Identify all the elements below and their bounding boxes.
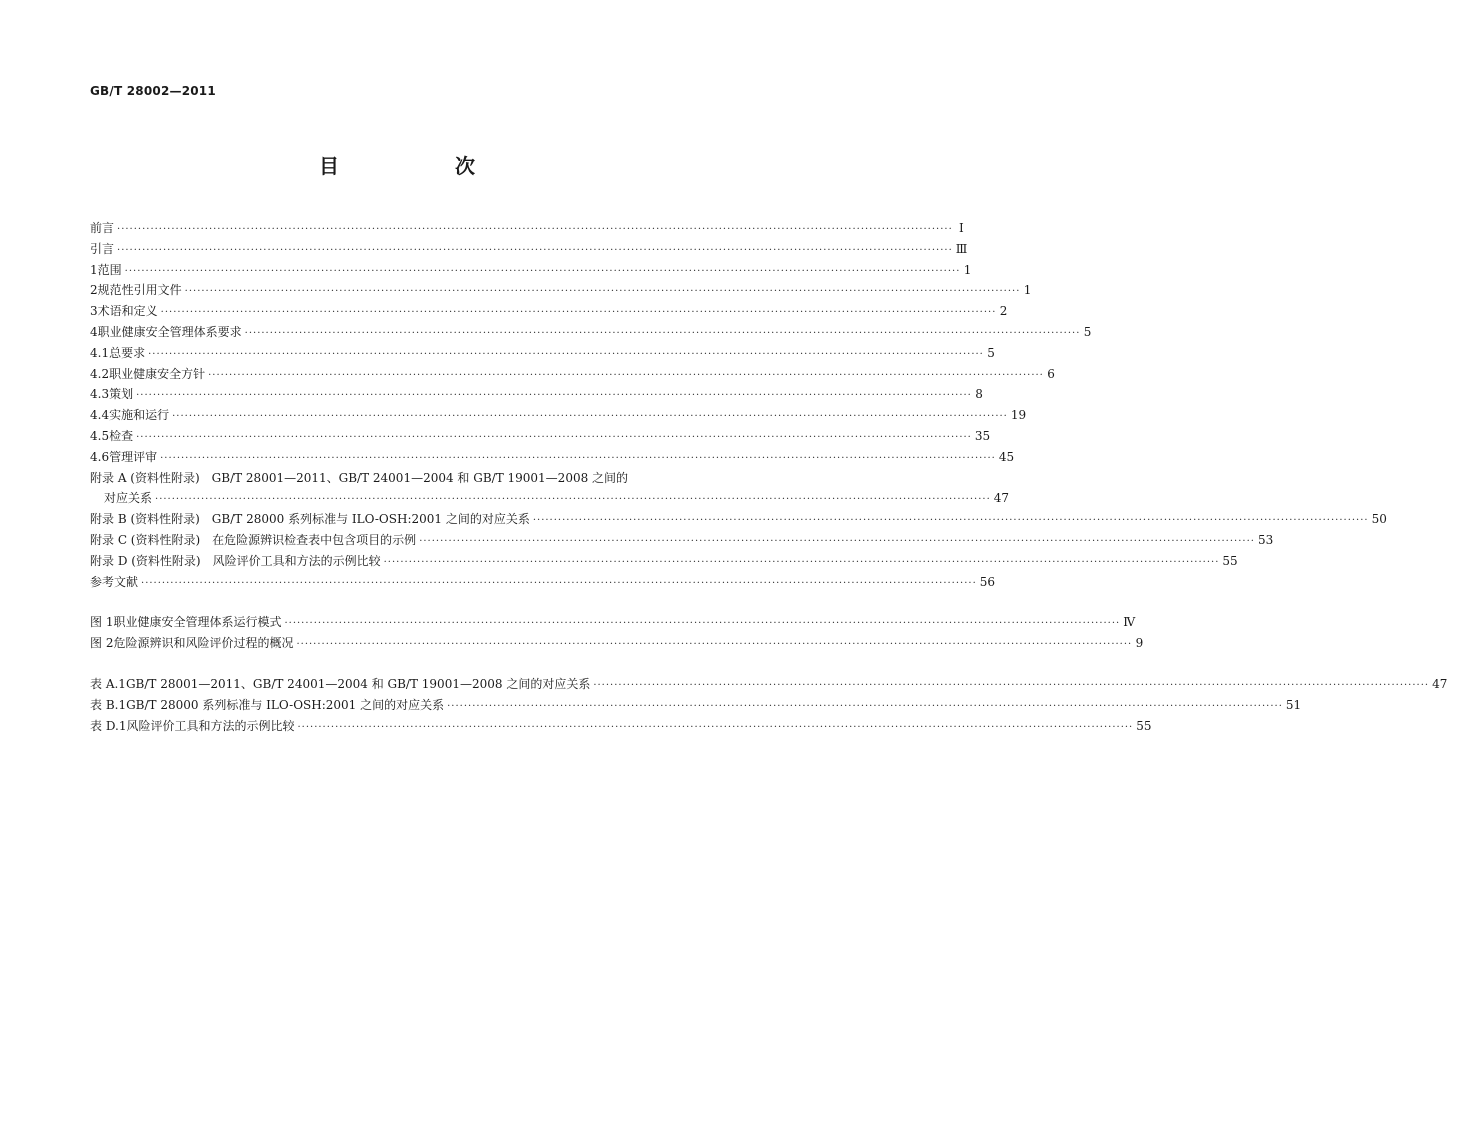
toc-leader-dots: ········································································································································································································ bbox=[117, 244, 953, 256]
toc-leader-dots: ········································································································································································································ bbox=[284, 618, 1121, 630]
toc-tables-group bbox=[90, 674, 1448, 736]
toc-leader-dots: ········································································································································································································ bbox=[160, 307, 997, 319]
toc-entry-title: 策划 bbox=[109, 387, 134, 402]
standard-code: GB/T 28002—2011 bbox=[90, 84, 216, 98]
toc-entry-title: 引言 bbox=[90, 241, 115, 256]
toc-entry-page: 5 bbox=[987, 345, 995, 360]
toc-entry-page: 8 bbox=[975, 387, 983, 402]
toc-entry-number: 2 bbox=[90, 283, 98, 298]
toc-entry-page: Ⅰ bbox=[959, 221, 964, 235]
toc-entry[interactable] bbox=[90, 633, 1144, 654]
toc-entry-number: 4.1 bbox=[90, 345, 110, 360]
toc-leader-dots: ········································································································································································································ bbox=[155, 494, 991, 506]
toc-entry[interactable] bbox=[90, 447, 1015, 468]
toc-entry-title: 危险源辨识和风险评价过程的概况 bbox=[113, 636, 294, 651]
toc-entry-page: 2 bbox=[999, 304, 1008, 319]
toc-entry-title: 风险评价工具和方法的示例比较 bbox=[126, 718, 295, 733]
toc-entry-title: 对应关系 bbox=[104, 491, 153, 506]
toc-entry-title: 附录 A (资料性附录) GB/T 28001—2011、GB/T 24001—2004 和 GB/T 19001—2008 之间的 bbox=[90, 470, 629, 485]
toc-entry-title: GB/T 28001—2011、GB/T 24001—2004 和 GB/T 19001—2008 之间的对应关系 bbox=[125, 676, 591, 691]
toc-main-group bbox=[90, 218, 1387, 592]
toc-entry-title: 前言 bbox=[90, 221, 115, 235]
toc-entry-page: 1 bbox=[963, 262, 972, 277]
toc-entry-page: 56 bbox=[979, 574, 996, 589]
toc-entry[interactable] bbox=[90, 301, 1008, 322]
toc-leader-dots: ········································································································································································································ bbox=[172, 411, 1008, 423]
toc-entry-page: 35 bbox=[974, 428, 991, 443]
toc-leader-dots: ········································································································································································································ bbox=[383, 556, 1220, 568]
toc-entry[interactable] bbox=[90, 426, 991, 447]
toc-leader-dots: ········································································································································································································ bbox=[532, 515, 1369, 527]
toc-entry-number: 4.3 bbox=[90, 387, 110, 402]
toc-entry-number: 表 D.1 bbox=[90, 718, 127, 733]
toc-entry-page: 19 bbox=[1010, 408, 1027, 423]
toc-leader-dots: ········································································································································································································ bbox=[124, 265, 961, 277]
toc-entry[interactable] bbox=[90, 218, 964, 239]
toc-entry-page: 53 bbox=[1257, 532, 1274, 547]
toc-entry-title: 职业健康安全方针 bbox=[109, 366, 206, 381]
toc-figures-group bbox=[90, 612, 1144, 654]
toc-leader-dots: ········································································································································································································ bbox=[160, 452, 996, 464]
toc-entry-page: 5 bbox=[1083, 324, 1092, 339]
toc-entry[interactable] bbox=[90, 612, 1136, 633]
toc-leader-dots: ········································································································································································································ bbox=[447, 700, 1283, 712]
toc-entry-number: 1 bbox=[90, 262, 98, 277]
toc-entry-title: 实施和运行 bbox=[109, 408, 170, 423]
toc-entry[interactable] bbox=[90, 551, 1238, 572]
toc-leader-dots: ········································································································································································································ bbox=[148, 348, 984, 360]
toc-heading: 目 次 bbox=[319, 154, 523, 178]
toc-entry-title: 术语和定义 bbox=[97, 304, 158, 319]
toc-entry-page: 50 bbox=[1371, 512, 1387, 527]
toc-entry[interactable] bbox=[90, 509, 1387, 530]
toc-entry[interactable] bbox=[90, 364, 1055, 385]
toc-entry-number: 3 bbox=[90, 304, 98, 319]
toc-leader-dots: ········································································································································································································ bbox=[141, 577, 977, 589]
toc-entry-number: 4.5 bbox=[90, 428, 110, 443]
toc-entry[interactable] bbox=[90, 260, 972, 281]
toc-entry-page: 1 bbox=[1023, 283, 1032, 298]
table-of-contents bbox=[90, 218, 1448, 736]
toc-entry-number: 表 B.1 bbox=[90, 697, 127, 712]
toc-entry-title: 参考文献 bbox=[90, 574, 139, 589]
toc-entry-page: 9 bbox=[1135, 636, 1144, 651]
toc-entry-number: 4.2 bbox=[90, 366, 110, 381]
toc-entry[interactable] bbox=[90, 322, 1092, 343]
toc-entry-page: 47 bbox=[993, 491, 1010, 506]
toc-entry[interactable] bbox=[90, 384, 983, 405]
toc-entry-number: 图 1 bbox=[90, 615, 114, 630]
toc-entry[interactable] bbox=[90, 343, 995, 364]
toc-entry-page: 45 bbox=[998, 449, 1015, 464]
toc-leader-dots: ········································································································································································································ bbox=[244, 327, 1081, 339]
toc-entry-page: 55 bbox=[1136, 718, 1152, 733]
toc-leader-dots: ········································································································································································································ bbox=[419, 535, 1255, 547]
toc-entry-title: GB/T 28000 系列标准与 ILO-OSH:2001 之间的对应关系 bbox=[126, 697, 445, 712]
toc-entry[interactable] bbox=[90, 405, 1027, 426]
toc-entry-page: 6 bbox=[1047, 366, 1055, 381]
toc-entry[interactable] bbox=[90, 468, 704, 489]
toc-entry-number: 图 2 bbox=[90, 636, 114, 651]
toc-leader-dots: ········································································································································································································ bbox=[593, 679, 1430, 691]
toc-entry-number: 4.4 bbox=[90, 408, 110, 423]
toc-entry[interactable] bbox=[90, 716, 1152, 737]
toc-entry-title: 总要求 bbox=[109, 345, 146, 360]
toc-leader-dots: ········································································································································································································ bbox=[297, 721, 1134, 733]
toc-entry-page: 47 bbox=[1432, 676, 1448, 691]
toc-leader-dots: ········································································································································································································ bbox=[117, 224, 953, 235]
toc-entry-title: 附录 D (资料性附录) 风险评价工具和方法的示例比较 bbox=[90, 553, 381, 568]
toc-entry[interactable] bbox=[90, 695, 1302, 716]
toc-leader-dots: ········································································································································································································ bbox=[208, 369, 1044, 381]
toc-entry-title: 管理评审 bbox=[109, 449, 158, 464]
toc-entry-page: Ⅲ bbox=[955, 241, 968, 256]
toc-entry-title: 职业健康安全管理体系运行模式 bbox=[113, 615, 282, 630]
toc-entry-title: 范围 bbox=[97, 262, 122, 277]
toc-entry-title: 职业健康安全管理体系要求 bbox=[97, 324, 242, 339]
toc-leader-dots: ········································································································································································································ bbox=[136, 390, 972, 402]
toc-entry-page: 55 bbox=[1222, 553, 1238, 568]
toc-entry[interactable] bbox=[90, 280, 1032, 301]
toc-entry-title: 检查 bbox=[109, 428, 134, 443]
toc-entry-number: 表 A.1 bbox=[90, 676, 126, 691]
toc-entry-page: Ⅳ bbox=[1123, 615, 1136, 630]
toc-entry[interactable] bbox=[90, 572, 996, 593]
toc-entry[interactable] bbox=[90, 239, 968, 260]
toc-entry[interactable] bbox=[90, 674, 1448, 695]
toc-entry[interactable] bbox=[90, 530, 1274, 551]
toc-leader-dots: ········································································································································································································ bbox=[296, 639, 1133, 651]
toc-entry[interactable] bbox=[90, 488, 1010, 509]
toc-leader-dots: ········································································································································································································ bbox=[136, 431, 972, 443]
toc-entry-title: 附录 C (资料性附录) 在危险源辨识检查表中包含项目的示例 bbox=[90, 532, 417, 547]
toc-entry-number: 4.6 bbox=[90, 449, 110, 464]
toc-entry-title: 规范性引用文件 bbox=[97, 283, 182, 298]
toc-entry-number: 4 bbox=[90, 324, 98, 339]
toc-entry-page: 51 bbox=[1285, 697, 1302, 712]
toc-leader-dots: ········································································································································································································ bbox=[184, 286, 1021, 298]
toc-entry-title: 附录 B (资料性附录) GB/T 28000 系列标准与 ILO-OSH:2001 之间的对应关系 bbox=[90, 512, 530, 527]
